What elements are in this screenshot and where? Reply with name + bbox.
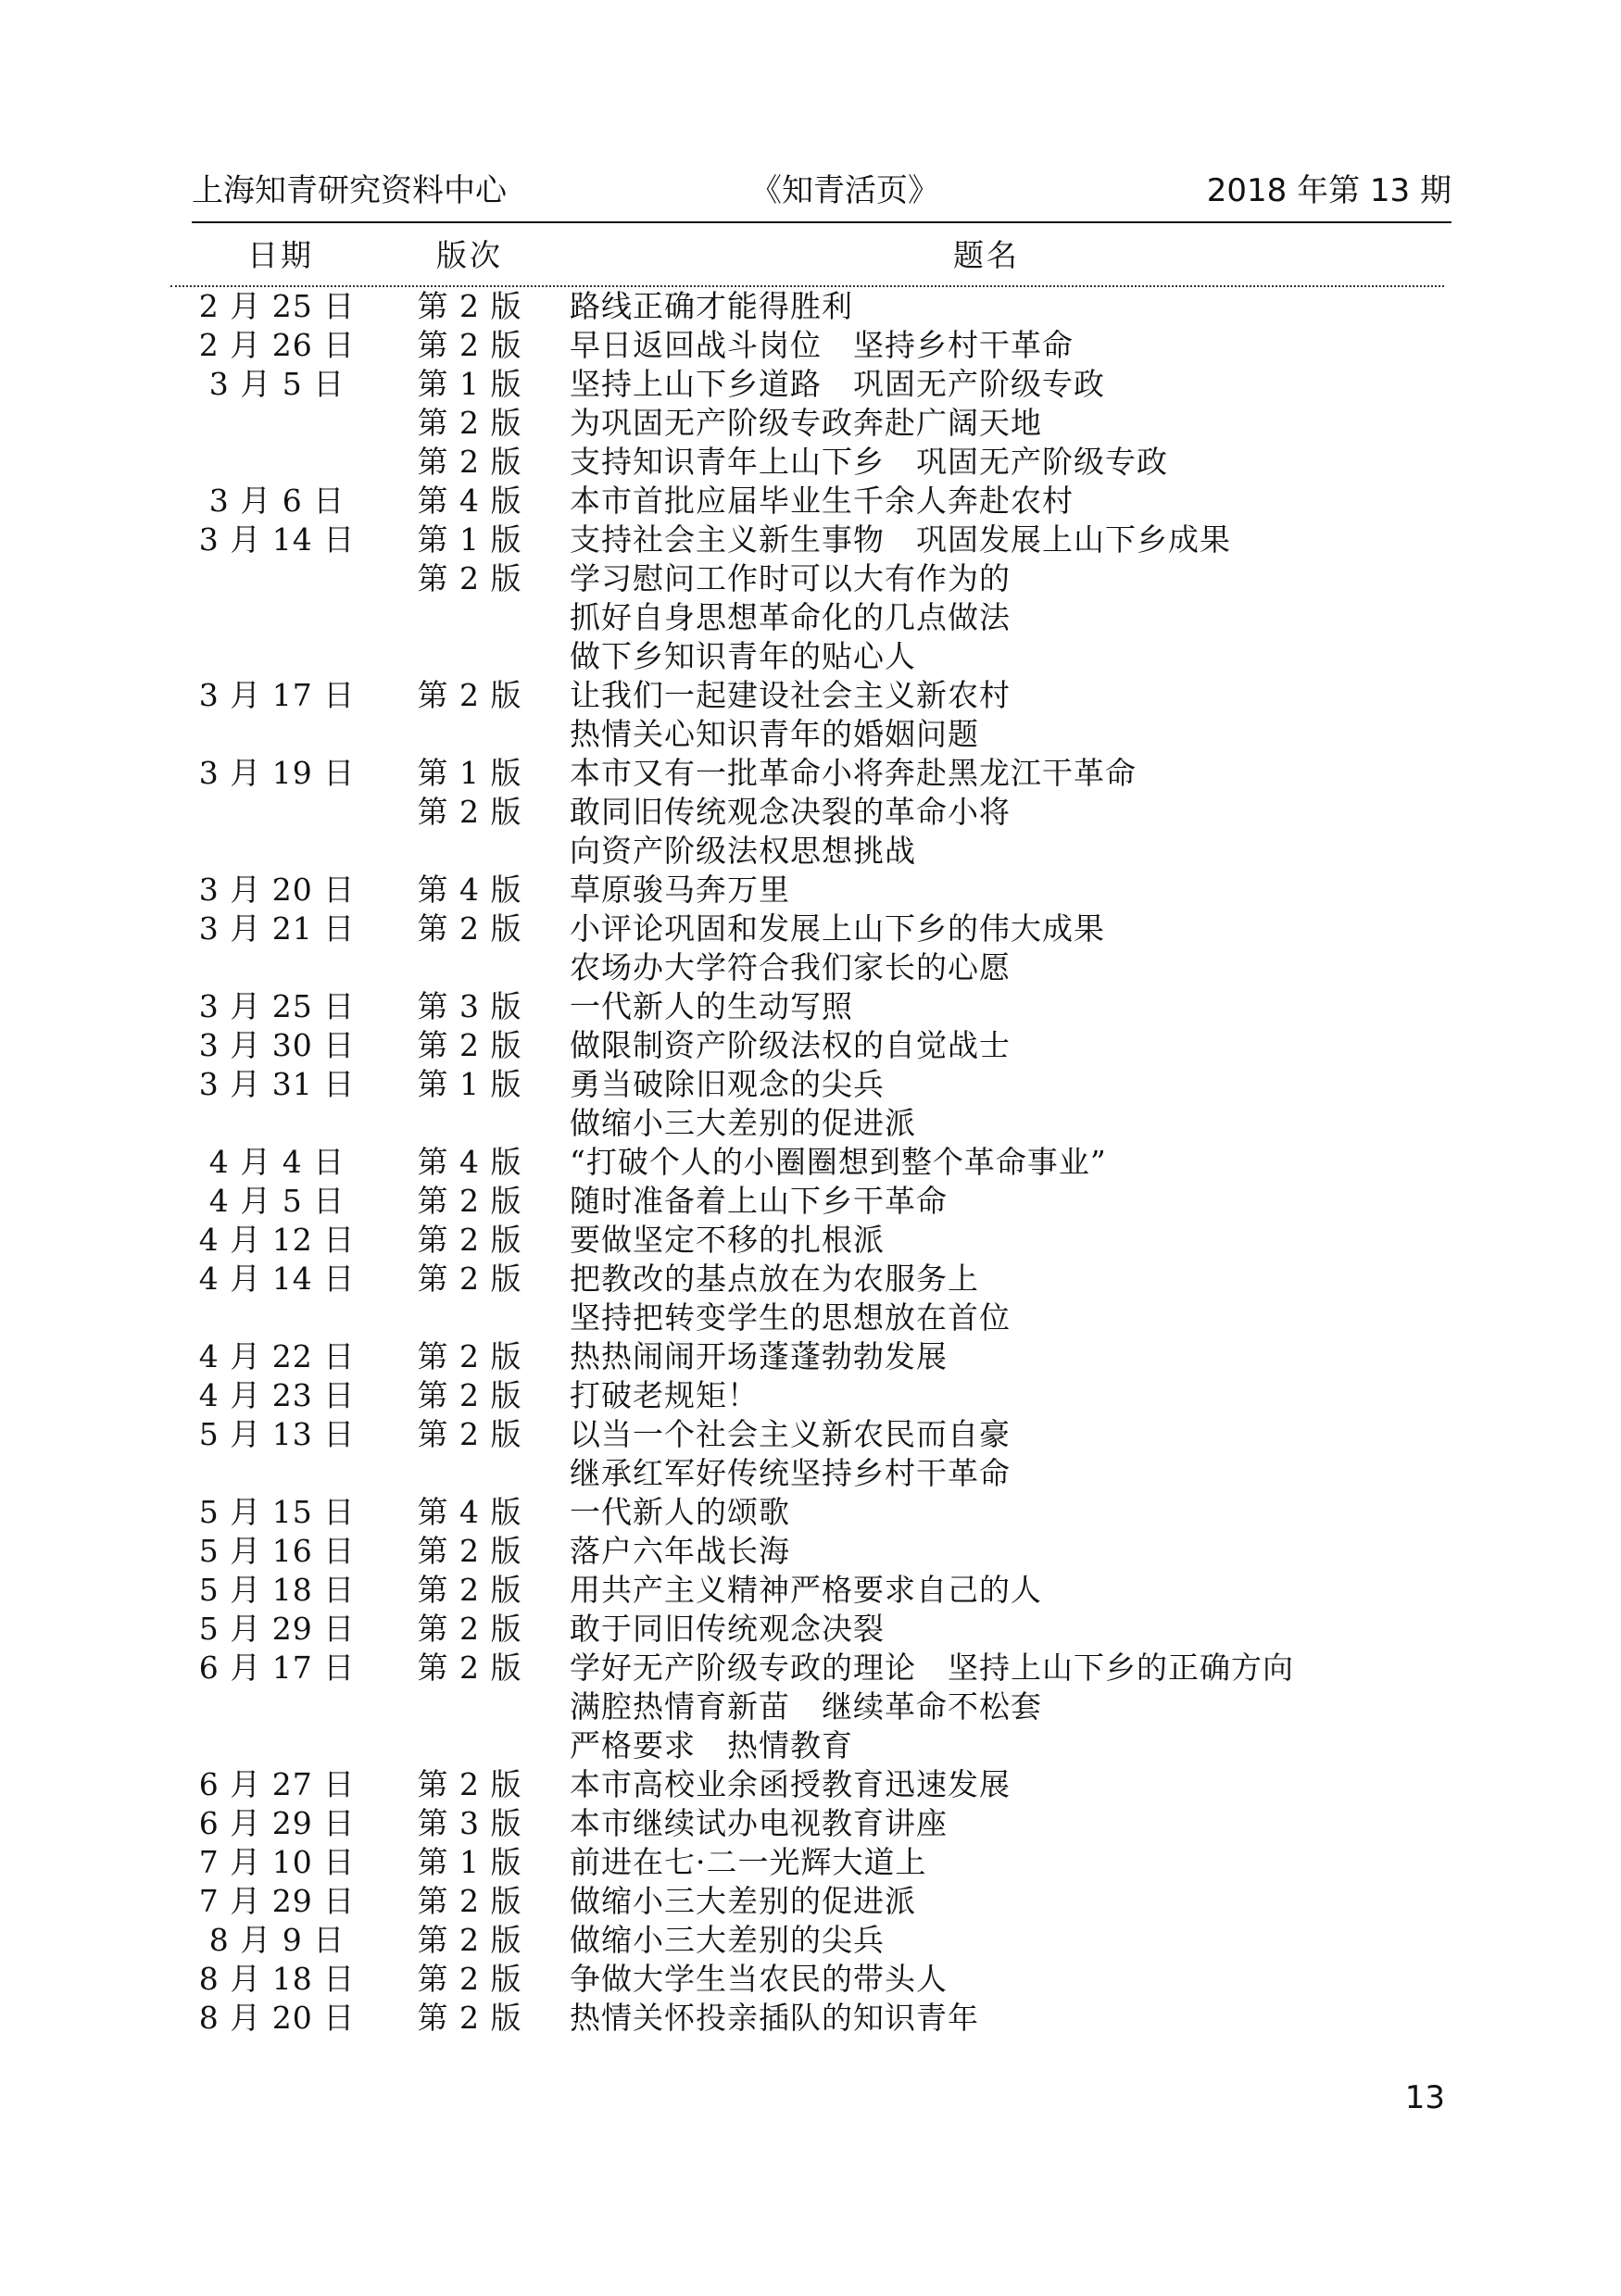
row-edition: 第 2 版 [417, 1572, 522, 1608]
row-title: 要做坚定不移的扎根派 [570, 1222, 885, 1258]
table-row [0, 1221, 1621, 1260]
row-edition: 第 1 版 [417, 1066, 522, 1102]
table-row [0, 1026, 1621, 1065]
row-date: 7 月 29 日 [198, 1883, 356, 1919]
row-edition: 第 2 版 [417, 910, 522, 947]
row-edition: 第 2 版 [417, 560, 522, 596]
row-title: 做限制资产阶级法权的自觉战士 [570, 1027, 1011, 1063]
table-row [0, 326, 1621, 365]
row-edition: 第 4 版 [417, 1494, 522, 1530]
table-row [0, 1260, 1621, 1299]
row-edition: 第 2 版 [417, 1027, 522, 1063]
table-row [0, 793, 1621, 832]
row-edition: 第 2 版 [417, 1611, 522, 1647]
column-header-title: 题名 [953, 237, 1020, 273]
table-row [0, 1610, 1621, 1649]
row-date: 3 月 19 日 [198, 755, 356, 791]
column-header-edition: 版次 [436, 237, 503, 273]
table-row [0, 1726, 1621, 1765]
row-edition: 第 2 版 [417, 327, 522, 363]
row-title: 前进在七·二一光辉大道上 [570, 1844, 927, 1880]
table-row [0, 365, 1621, 404]
row-date: 3 月 6 日 [208, 483, 346, 519]
table-row [0, 1571, 1621, 1610]
table-row [0, 287, 1621, 326]
row-date: 6 月 29 日 [198, 1805, 356, 1841]
row-date: 3 月 20 日 [198, 872, 356, 908]
row-date: 5 月 18 日 [198, 1572, 356, 1608]
row-title: 用共产主义精神严格要求自己的人 [570, 1572, 1042, 1608]
row-title: 把教改的基点放在为农服务上 [570, 1261, 979, 1297]
table-row [0, 871, 1621, 910]
row-date: 3 月 21 日 [198, 910, 356, 947]
table-row [0, 832, 1621, 871]
row-date: 4 月 14 日 [198, 1261, 356, 1297]
row-edition: 第 1 版 [417, 366, 522, 402]
row-edition: 第 2 版 [417, 1377, 522, 1413]
row-edition: 第 4 版 [417, 483, 522, 519]
row-title: 以当一个社会主义新农民而自豪 [570, 1416, 1011, 1452]
row-edition: 第 2 版 [417, 2000, 522, 2036]
row-title: 学好无产阶级专政的理论 坚持上山下乡的正确方向 [570, 1650, 1294, 1686]
row-date: 3 月 31 日 [198, 1066, 356, 1102]
row-date: 2 月 26 日 [198, 327, 356, 363]
row-title: 一代新人的颂歌 [570, 1494, 790, 1530]
row-title: 热情关心知识青年的婚姻问题 [570, 716, 979, 752]
row-edition: 第 1 版 [417, 1844, 522, 1880]
row-title: 本市首批应届毕业生千余人奔赴农村 [570, 483, 1074, 519]
row-title: 本市继续试办电视教育讲座 [570, 1805, 948, 1841]
table-row [0, 1493, 1621, 1532]
row-title: 路线正确才能得胜利 [570, 288, 853, 324]
row-edition: 第 2 版 [417, 1766, 522, 1802]
row-date: 5 月 16 日 [198, 1533, 356, 1569]
row-title: 向资产阶级法权思想挑战 [570, 833, 916, 869]
row-title: 严格要求 热情教育 [570, 1727, 853, 1763]
row-title: 热情关怀投亲插队的知识青年 [570, 2000, 979, 2036]
table-row [0, 948, 1621, 987]
page-header [192, 163, 1451, 219]
row-title: 敢同旧传统观念决裂的革命小将 [570, 794, 1011, 830]
row-title: 小评论巩固和发展上山下乡的伟大成果 [570, 910, 1105, 947]
row-title: 抓好自身思想革命化的几点做法 [570, 599, 1011, 635]
row-title: 热热闹闹开场蓬蓬勃勃发展 [570, 1338, 948, 1374]
row-edition: 第 2 版 [417, 1922, 522, 1958]
table-row [0, 1765, 1621, 1804]
row-edition: 第 4 版 [417, 1144, 522, 1180]
table-row [0, 1843, 1621, 1882]
row-edition: 第 2 版 [417, 1222, 522, 1258]
table-row [0, 598, 1621, 637]
row-edition: 第 1 版 [417, 755, 522, 791]
table-row [0, 482, 1621, 521]
row-title: 农场办大学符合我们家长的心愿 [570, 949, 1011, 985]
row-date: 4 月 4 日 [208, 1144, 346, 1180]
row-edition: 第 2 版 [417, 794, 522, 830]
row-title: 学习慰问工作时可以大有作为的 [570, 560, 1011, 596]
row-date: 6 月 17 日 [198, 1650, 356, 1686]
row-title: 草原骏马奔万里 [570, 872, 790, 908]
row-date: 2 月 25 日 [198, 288, 356, 324]
row-title: 做缩小三大差别的促进派 [570, 1883, 916, 1919]
table-row [0, 1104, 1621, 1143]
column-header-date: 日期 [247, 237, 314, 273]
row-title: 继承红军好传统坚持乡村干革命 [570, 1455, 1011, 1491]
row-date: 4 月 23 日 [198, 1377, 356, 1413]
row-title: 做缩小三大差别的尖兵 [570, 1922, 885, 1958]
row-title: 落户六年战长海 [570, 1533, 790, 1569]
table-row [0, 910, 1621, 948]
row-edition: 第 2 版 [417, 1650, 522, 1686]
row-title: 支持知识青年上山下乡 巩固无产阶级专政 [570, 444, 1168, 480]
table-row [0, 1804, 1621, 1843]
row-edition: 第 3 版 [417, 988, 522, 1024]
row-date: 4 月 22 日 [198, 1338, 356, 1374]
table-row [0, 1921, 1621, 1960]
row-title: 为巩固无产阶级专政奔赴广阔天地 [570, 405, 1042, 441]
row-title: 早日返回战斗岗位 坚持乡村干革命 [570, 327, 1074, 363]
table-row [0, 1454, 1621, 1493]
row-edition: 第 2 版 [417, 444, 522, 480]
row-title: 争做大学生当农民的带头人 [570, 1961, 948, 1997]
row-title: 坚持把转变学生的思想放在首位 [570, 1299, 1011, 1336]
table-row [0, 1532, 1621, 1571]
row-title: 满腔热情育新苗 继续革命不松套 [570, 1688, 1042, 1725]
table-row [0, 1687, 1621, 1726]
row-title: 支持社会主义新生事物 巩固发展上山下乡成果 [570, 521, 1231, 558]
row-title: 打破老规矩！ [570, 1377, 759, 1413]
header-issue: 2018 年第 13 期 [1206, 172, 1451, 209]
row-edition: 第 2 版 [417, 677, 522, 713]
row-title: 做缩小三大差别的促进派 [570, 1105, 916, 1141]
row-edition: 第 2 版 [417, 1183, 522, 1219]
article-index-table [0, 287, 1621, 2038]
table-row [0, 521, 1621, 559]
table-row [0, 715, 1621, 754]
table-row [0, 404, 1621, 443]
row-edition: 第 2 版 [417, 1961, 522, 1997]
row-edition: 第 4 版 [417, 872, 522, 908]
table-row [0, 1143, 1621, 1182]
row-edition: 第 1 版 [417, 521, 522, 558]
row-edition: 第 2 版 [417, 1883, 522, 1919]
row-date: 8 月 9 日 [208, 1922, 346, 1958]
row-title: 做下乡知识青年的贴心人 [570, 638, 916, 674]
row-edition: 第 2 版 [417, 1261, 522, 1297]
row-date: 8 月 20 日 [198, 2000, 356, 2036]
row-title: 随时准备着上山下乡干革命 [570, 1183, 948, 1219]
table-row [0, 443, 1621, 482]
header-organization: 上海知青研究资料中心 [192, 172, 507, 209]
table-row [0, 559, 1621, 598]
table-row [0, 1415, 1621, 1454]
table-row [0, 1999, 1621, 2038]
header-rule [192, 221, 1451, 223]
row-edition: 第 2 版 [417, 1416, 522, 1452]
table-row [0, 637, 1621, 676]
row-edition: 第 2 版 [417, 1533, 522, 1569]
table-row [0, 1337, 1621, 1376]
row-date: 5 月 29 日 [198, 1611, 356, 1647]
row-date: 5 月 13 日 [198, 1416, 356, 1452]
row-date: 6 月 27 日 [198, 1766, 356, 1802]
table-row [0, 676, 1621, 715]
row-date: 4 月 5 日 [208, 1183, 346, 1219]
table-row [0, 1376, 1621, 1415]
row-title: 敢于同旧传统观念决裂 [570, 1611, 885, 1647]
row-title: 坚持上山下乡道路 巩固无产阶级专政 [570, 366, 1105, 402]
row-date: 8 月 18 日 [198, 1961, 356, 1997]
table-row [0, 987, 1621, 1026]
page-number: 13 [1404, 2079, 1445, 2116]
table-row [0, 1649, 1621, 1687]
row-title: 本市高校业余函授教育迅速发展 [570, 1766, 1011, 1802]
row-title: “打破个人的小圈圈想到整个革命事业” [570, 1144, 1107, 1180]
row-date: 3 月 17 日 [198, 677, 356, 713]
row-edition: 第 3 版 [417, 1805, 522, 1841]
table-row [0, 1882, 1621, 1921]
row-title: 本市又有一批革命小将奔赴黑龙江干革命 [570, 755, 1137, 791]
row-title: 让我们一起建设社会主义新农村 [570, 677, 1011, 713]
row-edition: 第 2 版 [417, 288, 522, 324]
table-row [0, 1299, 1621, 1337]
header-publication: 《知青活页》 [750, 172, 939, 209]
row-edition: 第 2 版 [417, 405, 522, 441]
row-date: 3 月 5 日 [208, 366, 346, 402]
table-row [0, 754, 1621, 793]
row-date: 3 月 30 日 [198, 1027, 356, 1063]
row-date: 7 月 10 日 [198, 1844, 356, 1880]
table-row [0, 1960, 1621, 1999]
row-title: 一代新人的生动写照 [570, 988, 853, 1024]
row-edition: 第 2 版 [417, 1338, 522, 1374]
row-date: 5 月 15 日 [198, 1494, 356, 1530]
row-date: 3 月 25 日 [198, 988, 356, 1024]
table-row [0, 1182, 1621, 1221]
table-row [0, 1065, 1621, 1104]
row-date: 3 月 14 日 [198, 521, 356, 558]
row-date: 4 月 12 日 [198, 1222, 356, 1258]
row-title: 勇当破除旧观念的尖兵 [570, 1066, 885, 1102]
